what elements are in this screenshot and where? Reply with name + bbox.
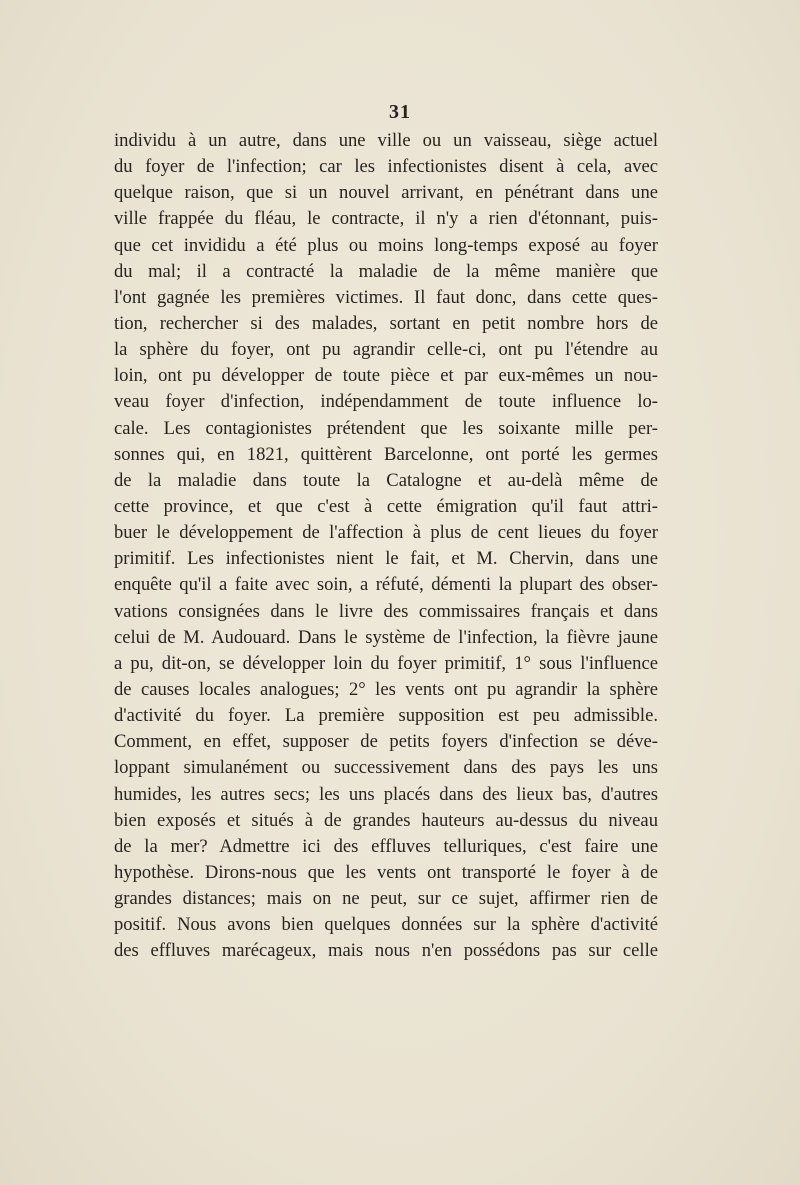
- text-line: a pu, dit-on, se développer loin du foyer primitif, 1° sous l'influence: [114, 652, 658, 674]
- text-line: quelque raison, que si un nouvel arrivant, en pénétrant dans une: [114, 182, 658, 204]
- text-line: tion, rechercher si des malades, sortant en petit nombre hors de: [114, 312, 658, 334]
- text-line: ville frappée du fléau, le contracte, il n'y a rien d'étonnant, puis-: [114, 208, 658, 230]
- text-line: cette province, et que c'est à cette émigration qu'il faut attri-: [114, 495, 658, 517]
- text-line: grandes distances; mais on ne peut, sur ce sujet, affirmer rien de: [114, 888, 658, 910]
- text-line: la sphère du foyer, ont pu agrandir celle-ci, ont pu l'étendre au: [114, 339, 658, 361]
- text-line: positif. Nous avons bien quelques données sur la sphère d'activité: [114, 914, 658, 936]
- text-line: de causes locales analogues; 2° les vents ont pu agrandir la sphère: [114, 678, 658, 700]
- text-line: cale. Les contagionistes prétendent que les soixante mille per-: [114, 417, 658, 439]
- text-line: Comment, en effet, supposer de petits foyers d'infection se déve-: [114, 731, 658, 753]
- text-line: bien exposés et situés à de grandes hauteurs au-dessus du niveau: [114, 809, 658, 831]
- text-line: veau foyer d'infection, indépendamment de toute influence lo-: [114, 391, 658, 413]
- text-line: de la maladie dans toute la Catalogne et au-delà même de: [114, 469, 658, 491]
- text-line: du mal; il a contracté la maladie de la même manière que: [114, 260, 658, 282]
- body-text: [114, 128, 658, 965]
- text-line: buer le développement de l'affection à plus de cent lieues du foyer: [114, 522, 658, 544]
- text-line: primitif. Les infectionistes nient le fait, et M. Chervin, dans une: [114, 548, 658, 570]
- text-line: enquête qu'il a faite avec soin, a réfuté, démenti la plupart des obser-: [114, 574, 658, 596]
- text-line: vations consignées dans le livre des commissaires français et dans: [114, 600, 658, 622]
- text-line: d'activité du foyer. La première supposition est peu admissible.: [114, 705, 658, 727]
- text-line: sonnes qui, en 1821, quittèrent Barcelonne, ont porté les germes: [114, 443, 658, 465]
- text-line: des effluves marécageux, mais nous n'en possédons pas sur celle: [114, 940, 658, 962]
- text-line: loin, ont pu développer de toute pièce et par eux-mêmes un nou-: [114, 365, 658, 387]
- text-line: de la mer? Admettre ici des effluves telluriques, c'est faire une: [114, 835, 658, 857]
- page-number: 31: [389, 101, 411, 123]
- text-line: du foyer de l'infection; car les infectionistes disent à cela, avec: [114, 156, 658, 178]
- text-line: celui de M. Audouard. Dans le système de l'infection, la fièvre jaune: [114, 626, 658, 648]
- text-line: individu à un autre, dans une ville ou un vaisseau, siège actuel: [114, 130, 658, 151]
- text-line: hypothèse. Dirons-nous que les vents ont transporté le foyer à de: [114, 861, 658, 883]
- text-line: humides, les autres secs; les uns placés dans des lieux bas, d'autres: [114, 783, 658, 805]
- text-line: l'ont gagnée les premières victimes. Il faut donc, dans cette ques-: [114, 286, 658, 308]
- text-line: loppant simulanément ou successivement dans des pays les uns: [114, 757, 658, 779]
- text-line: que cet invididu a été plus ou moins long-temps exposé au foyer: [114, 234, 658, 256]
